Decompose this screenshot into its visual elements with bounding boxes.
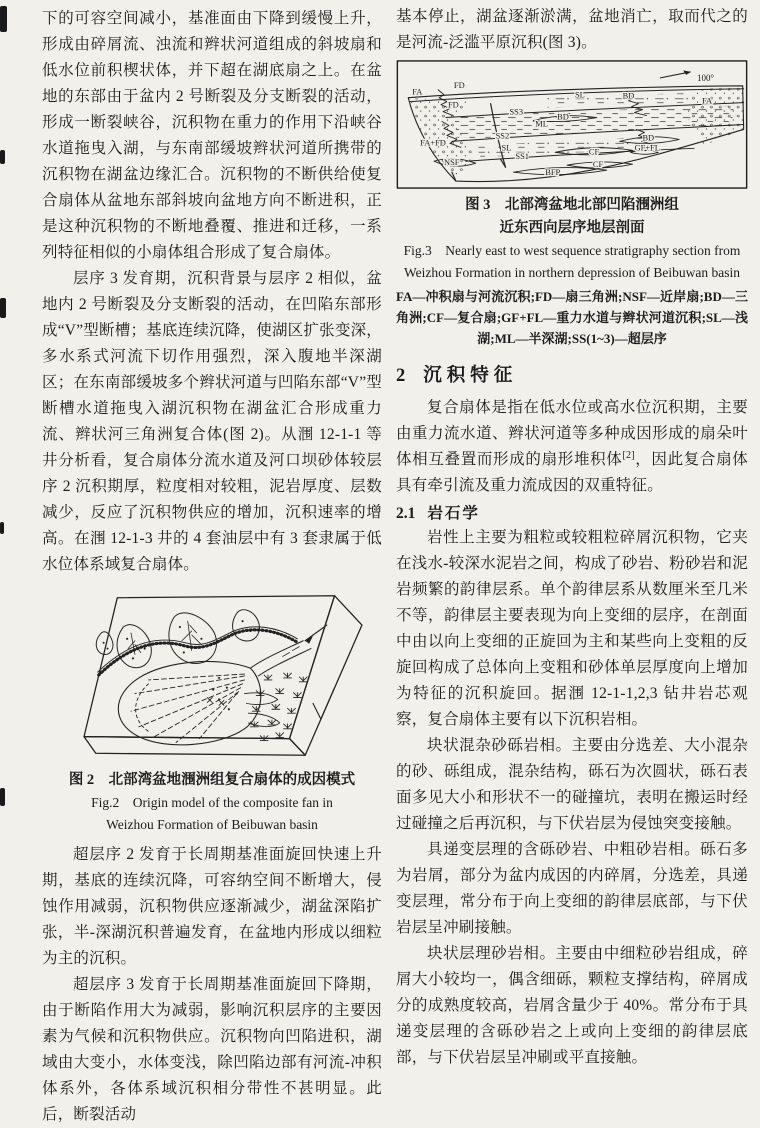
figure2-block-diagram (72, 584, 372, 766)
composite-fan (118, 661, 279, 744)
fault-symbol (313, 688, 335, 719)
fig3-label: SL (501, 142, 512, 153)
paragraph-facies-graded-bedding: 具递变层理的含砾砂岩、中粗砂岩相。砾石多为岩屑，部分为盆内成因的内碎屑，分选差，具递变层理，常分布于向上变细的韵律层底部，与下伏岩层呈冲刷接触。 (396, 841, 748, 936)
right-column (396, 4, 748, 1071)
fig3-label: FA+FD (420, 137, 446, 148)
scan-artifact (0, 788, 5, 806)
figure2-caption-en1: Fig.2 Origin model of the composite fan in (91, 795, 333, 810)
paragraph-lithology: 岩性上主要为粗粒或较粗粒碎屑沉积物，它夹在浅水-较深水泥岩之间，构成了砂岩、粉砂岩和泥岩频繁的韵律层系。单个韵律层系从数厘米至几米不等，韵律层主要表现为向上变细的层序，在剖面中由以向上变细的正旋回为主和某些向上变粗的反旋回构成了总体向上变粗和砂体单层厚度向上增加为特征的沉积旋回。据涠 12-1-1,2,3 钻井岩芯观察，复合扇体主要有以下沉积岩相。 (396, 529, 748, 728)
fig3-label: FA (412, 86, 423, 97)
subsection-number: 2.1 (396, 505, 416, 522)
paragraph-facies-massive-mixed: 块状混杂砂砾岩相。主要由分选差、大小混杂的砂、砾组成，混杂结构，砾石为次圆状，砾石表面多见大小和形状不一的碰撞坑，表明在搬运时经过碰撞之后再沉积，与下伏岩层为侵蚀突变接触。 (396, 737, 748, 832)
fig3-label: SS2 (495, 130, 510, 141)
block-right-face (290, 596, 362, 755)
channel-arrow (305, 625, 327, 644)
fig3-label: GF+FL (634, 142, 660, 153)
scan-artifact (0, 522, 4, 534)
fig3-label: BD (622, 90, 635, 101)
section-number: 2 (396, 366, 406, 386)
citation-ref-2: [2] (622, 449, 635, 461)
fig3-label: SL (574, 89, 585, 100)
scarp-hachures (99, 630, 297, 675)
definition-text-b: ，因此复合扇体具有牵引流及重力流成因的双重特征。 (396, 451, 748, 494)
figure-2 (42, 584, 382, 836)
compass-label: 100° (697, 72, 714, 83)
paragraph-facies-massive-sandstone: 块状层理砂岩相。主要由中细粒砂岩组成，碎屑大小较均一，偶含细砾，颗粒支撑结构，碎屑成分的成熟度较高，岩屑含量少于 40%。常分布于具递变层理的含砾砂岩之上或向上变细的韵律层底部，与下伏岩层呈冲刷或平直接触。 (396, 945, 748, 1066)
figure3-legend: FA—冲积扇与河流沉积;FD—扇三角洲;NSF—近岸扇;BD—三角洲;CF—复合扇;GF+FL—重力水道与辫状河道沉积;SL—浅湖;ML—半深湖;SS(1~3)—超层序 (396, 289, 748, 346)
paragraph-supersequence2: 超层序 2 发育于长周期基准面旋回快速上升期，基底的连续沉降，可容纳空间不断增大，侵蚀作用减弱，沉积物供应逐渐减少，湖盆深陷扩张，半-深湖沉积普遍发育，在盆地内形成以细粒为主的沉积。 (42, 846, 382, 967)
paragraph-composite-fan-definition (396, 395, 748, 499)
block-top-face (84, 596, 334, 739)
compass-arrow (660, 70, 714, 82)
paragraph-supersequence3: 超层序 3 发育于长周期基准面旋回下降期，由于断陷作用大为减弱，影响沉积层序的主要因素为气候和沉积物供应。沉积物向凹陷进积，湖域由大变小，水体变浅，除凹陷边部有河流-冲积体系外，各体系域沉积相分带性不甚明显。此后，断裂活动 (42, 976, 382, 1123)
fig3-label: BD (642, 132, 655, 143)
paragraph-continuation: 基本停止，湖盆逐渐淤满，盆地消亡，取而代之的是河流-泛滥平原沉积(图 3)。 (396, 8, 748, 51)
fig3-label: SS3 (509, 106, 524, 117)
figure2-caption-cn: 图 2 北部湾盆地涠洲组复合扇体的成因模式 (68, 772, 356, 788)
section-heading-2-1 (396, 501, 748, 523)
fig3-label: ML (535, 118, 548, 129)
figure3-cross-section (396, 60, 748, 189)
scan-artifact (0, 298, 6, 318)
figure3-caption-en1: Fig.3 Nearly east to west sequence stratigraphy section from (403, 243, 741, 258)
fig3-label: BFP (545, 167, 561, 178)
feeder-channel (250, 641, 311, 676)
figure3-caption-cn1: 图 3 北部湾盆地北部凹陷涠洲组 (465, 197, 679, 213)
fig3-label: CF (588, 146, 600, 157)
fig3-label: FA (701, 95, 713, 106)
paragraph-lowstand-wedge: 下的可容空间减小，基准面由下降到缓慢上升，形成由碎屑流、浊流和辫状河道组成的斜坡扇和低水位前积楔状体，并下超在湖底扇之上。在盆地的东部由于盆内 2 号断裂及分支断裂的活动，形成一断裂峡谷，沉积物在重力的作用下沿峡谷水道拖曳入湖，与东南部缓坡辫状河道所携带的沉积物在湖盆边缘汇合。沉积物的不断供给使复合扇体从盆地东部斜坡向盆地方向不断进积，正是这种沉积物的不断地叠覆、推进和迁移，一系列特征相似的小扇体组合形成了复合扇体。 (42, 10, 382, 261)
figure-3 (396, 60, 748, 349)
left-column (42, 6, 382, 1128)
paragraph-sequence3: 层序 3 发育期，沉积背景与层序 2 相似，盆地内 2 号断裂及分支断裂的活动，在凹陷东部形成“V”型断槽；基底连续沉降，使湖区扩张变深，多水系式河流下切作用强烈，深入腹地半深湖区；在东南部缓坡多个辫状河道与凹陷东部“V”型断槽水道拖曳入湖沉积物在湖盆汇合形成重力流、辫状河三角洲复合体(图 2)。从涠 12-1-1 等井分析看，复合扇体分流水道及河口坝砂体较层序 2 沉积期厚，粒度相对较粗，泥岩厚度、层数减少，反应了沉积物供应的增加，沉积速率的增高。在涠 12-1-3 井的 4 套油层中有 3 套隶属于低水位体系域复合扇体。 (42, 270, 382, 573)
fig3-label: SS1 (515, 151, 530, 162)
figure3-caption-cn2: 近东西向层序地层剖面 (499, 220, 645, 236)
fig3-label: FD (453, 79, 465, 90)
scan-artifact (0, 6, 7, 32)
fig3-label: CF (592, 159, 604, 170)
section-title: 沉积特征 (423, 366, 518, 386)
fig3-label: FD (447, 99, 459, 110)
figure3-caption-en2: Weizhou Formation in northern depression of Beibuwan basin (404, 265, 740, 280)
block-front-face (84, 737, 305, 756)
subsection-title: 岩石学 (427, 505, 480, 522)
figure2-caption-en2: Weizhou Formation of Beibuwan basin (106, 817, 318, 832)
scan-artifact (0, 150, 5, 164)
definition-text-a: 复合扇体是指在低水位或高水位沉积期，主要由重力流水道、辫状河道等多种成因形成的扇朵叶体相互叠置而形成的扇形堆积体 (396, 399, 748, 468)
fig3-label: NSF (443, 157, 460, 168)
fig3-label: BD (557, 111, 569, 122)
fan-delta-lobes (96, 610, 259, 668)
section-heading-2 (396, 361, 748, 387)
